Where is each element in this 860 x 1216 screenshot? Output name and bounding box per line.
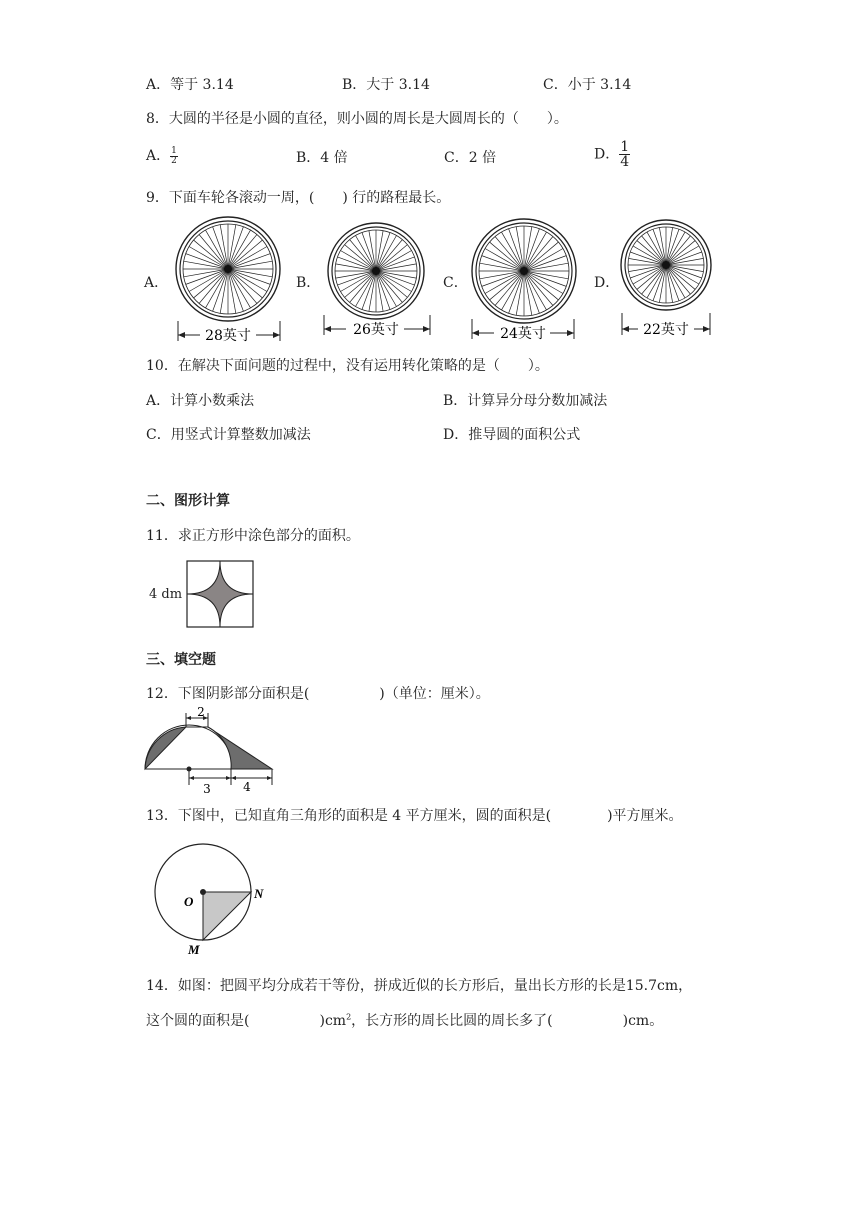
wheel-a-icon	[176, 217, 280, 321]
q12-dim-bottom-left: 3	[203, 782, 211, 796]
q9-wheel-d-figure	[618, 215, 733, 345]
section-3-title: 三、填空题	[146, 652, 216, 668]
q14-unit-cm: cm	[628, 1013, 650, 1029]
q10-option-b: B．计算异分母分数加减法	[443, 393, 608, 409]
q7-option-c: C．小于 3.14	[543, 77, 632, 93]
q14-line-2-end: 。	[649, 1013, 664, 1029]
q8-option-a-denominator: 2	[171, 155, 177, 166]
q12-dim-bottom-right: 4	[243, 780, 251, 794]
q12-figure	[140, 705, 280, 795]
q14-line-2-part-a: 这个圆的面积是( )	[146, 1013, 325, 1029]
q11-stem: 11．求正方形中涂色部分的面积。	[146, 528, 360, 544]
q9-wheel-a-figure	[170, 215, 285, 345]
q8-option-a-fraction	[170, 147, 178, 166]
q13-figure	[150, 840, 280, 960]
section-2-title: 二、图形计算	[146, 493, 230, 509]
q8-option-a-numerator: 1	[171, 145, 177, 156]
q8-option-d-fraction	[619, 140, 630, 169]
q10-option-a: A．计算小数乘法	[146, 393, 255, 409]
q10-stem: 10．在解决下面问题的过程中，没有运用转化策略的是（ ）。	[146, 358, 549, 374]
q13-stem: 13．下图中，已知直角三角形的面积是 4 平方厘米，圆的面积是( )平方厘米。	[146, 808, 683, 824]
q9-wheel-c-letter: C．	[443, 275, 468, 291]
q9-wheel-d-size-label: 22英寸	[643, 322, 689, 338]
q9-wheel-c-figure	[468, 215, 583, 345]
q8-stem: 8．大圆的半径是小圆的直径，则小圆的周长是大圆周长的（ ）。	[146, 111, 568, 127]
q9-wheel-b-figure	[320, 215, 435, 345]
q13-label-o: O	[184, 894, 194, 909]
wheel-d-icon	[621, 220, 711, 310]
q8-option-d	[594, 140, 630, 169]
q9-wheel-b-size-label: 26英寸	[353, 322, 399, 338]
q9-stem: 9．下面车轮各滚动一周，( ) 行的路程最长。	[146, 190, 451, 206]
q8-option-d-numerator: 1	[620, 139, 630, 155]
q12-dim-top: 2	[197, 705, 205, 719]
q8-option-b: B．4 倍	[296, 150, 348, 166]
q8-option-c: C．2 倍	[444, 150, 497, 166]
q14-line-2	[146, 1010, 663, 1030]
q14-line-1: 14．如图：把圆平均分成若干等份，拼成近似的长方形后，量出长方形的长是15.7cm，	[146, 978, 693, 994]
wheel-b-icon	[328, 223, 424, 319]
q8-option-d-denominator: 4	[620, 154, 630, 170]
q8-option-a-prefix: A．	[146, 148, 171, 164]
q14-unit-cm2: cm	[324, 1013, 347, 1029]
q9-wheel-c-size-label: 24英寸	[500, 326, 546, 342]
q13-label-m: M	[188, 942, 200, 957]
q7-option-b: B．大于 3.14	[342, 77, 430, 93]
q9-wheel-b-letter: B．	[296, 275, 321, 291]
q10-option-c: C．用竖式计算整数加减法	[146, 427, 311, 443]
q12-stem: 12．下图阴影部分面积是( )（单位：厘米）。	[146, 686, 490, 702]
q7-option-a: A．等于 3.14	[146, 77, 234, 93]
q9-wheel-a-letter: A．	[144, 275, 169, 291]
q13-label-n: N	[254, 886, 264, 901]
q11-side-label: 4 dm	[149, 587, 183, 602]
q9-wheel-a-size-label: 28英寸	[205, 328, 251, 344]
q8-option-a	[146, 145, 178, 166]
q14-unit-superscript: 2	[346, 1012, 352, 1022]
q8-option-d-prefix: D．	[594, 146, 620, 163]
q11-figure	[186, 560, 256, 630]
q9-wheel-d-letter: D．	[594, 275, 620, 291]
q14-line-2-part-b: ，长方形的周长比圆的周长多了( )	[351, 1013, 629, 1029]
q10-option-d: D．推导圆的面积公式	[443, 427, 581, 443]
wheel-c-icon	[472, 219, 576, 323]
